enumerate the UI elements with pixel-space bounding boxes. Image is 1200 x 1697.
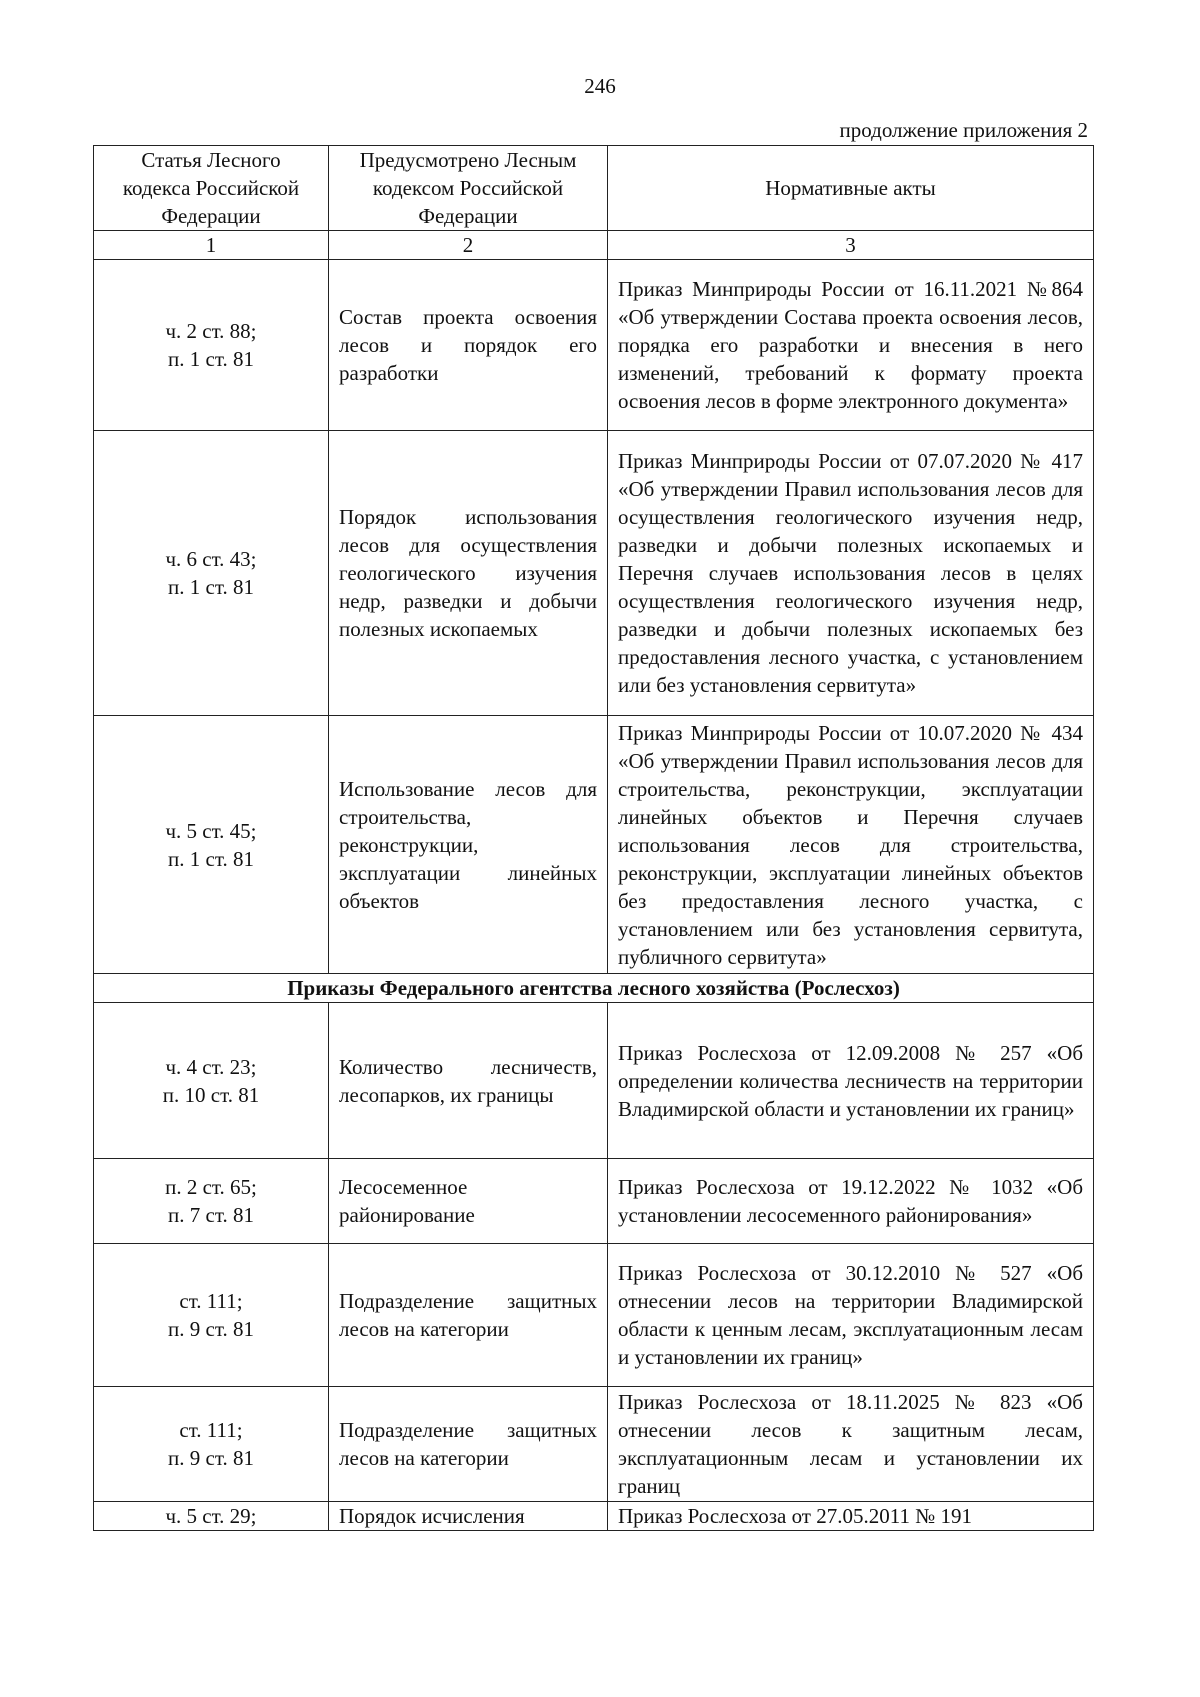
- column-number-row: [94, 231, 1094, 260]
- table-row: [94, 1003, 1094, 1159]
- normative-acts-table: [93, 145, 1094, 1531]
- act-cell: Приказ Минприроды России от 10.07.2020 № 434 «Об утверждении Правил использования лесов для строительства, реконструкции, эксплуатации линейных объектов и Перечня случаев использования лесов для строительства, реконструкции, эксплуатации линейных объектов без предоставления лесного участка, с установлением или без установления сервитута, публичного сервитута»: [608, 716, 1094, 974]
- section-title: Приказы Федерального агентства лесного хозяйства (Рослесхоз): [94, 974, 1094, 1003]
- table-row: [94, 260, 1094, 431]
- column-number: 2: [329, 231, 608, 260]
- act-cell: Приказ Рослесхоза от 18.11.2025 № 823 «Об отнесении лесов к защитным лесам, эксплуатационным лесам и установлении их границ: [608, 1387, 1094, 1502]
- page-number: 246: [584, 74, 616, 98]
- act-cell: Приказ Минприроды России от 07.07.2020 № 417 «Об утверждении Правил использования лесов для осуществления геологического изучения недр, разведки и добычи полезных ископаемых и Перечня случаев использования лесов в целях осуществления геологического изучения недр, разведки и добычи полезных ископаемых без предоставления лесного участка, с установлением или без установления сервитута»: [608, 431, 1094, 716]
- continuation-note: продолжение приложения 2: [839, 118, 1088, 142]
- article-cell: ч. 5 ст. 45; п. 1 ст. 81: [94, 716, 329, 974]
- article-cell: ч. 6 ст. 43; п. 1 ст. 81: [94, 431, 329, 716]
- provision-cell: Использование лесов для строительства, реконструкции, эксплуатации линейных объектов: [329, 716, 608, 974]
- table-row: [94, 431, 1094, 716]
- column-number: 3: [608, 231, 1094, 260]
- table-row: [94, 1387, 1094, 1502]
- provision-cell: Порядок использования лесов для осуществления геологического изучения недр, разведки и добычи полезных ископаемых: [329, 431, 608, 716]
- header-acts: Нормативные акты: [608, 146, 1094, 231]
- column-number: 1: [94, 231, 329, 260]
- act-cell: Приказ Рослесхоза от 12.09.2008 № 257 «Об определении количества лесничеств на территории Владимирской области и установлении их границ»: [608, 1003, 1094, 1159]
- provision-cell: Лесосеменное районирование: [329, 1159, 608, 1244]
- table-header-row: [94, 146, 1094, 231]
- table-row: [94, 1244, 1094, 1387]
- provision-cell: Подразделение защитных лесов на категории: [329, 1387, 608, 1502]
- provision-cell: Подразделение защитных лесов на категории: [329, 1244, 608, 1387]
- table-row: [94, 1502, 1094, 1531]
- article-cell: ч. 4 ст. 23; п. 10 ст. 81: [94, 1003, 329, 1159]
- table-row: [94, 716, 1094, 974]
- header-provision: Предусмотрено Лесным кодексом Российской Федерации: [329, 146, 608, 231]
- table-row: [94, 1159, 1094, 1244]
- article-cell: п. 2 ст. 65; п. 7 ст. 81: [94, 1159, 329, 1244]
- provision-cell: Состав проекта освоения лесов и порядок его разработки: [329, 260, 608, 431]
- article-cell: ст. 111; п. 9 ст. 81: [94, 1387, 329, 1502]
- provision-cell: Количество лесничеств, лесопарков, их границы: [329, 1003, 608, 1159]
- provision-cell: Порядок исчисления: [329, 1502, 608, 1531]
- article-cell: ч. 5 ст. 29;: [94, 1502, 329, 1531]
- header-article: Статья Лесного кодекса Российской Федерации: [94, 146, 329, 231]
- act-cell: Приказ Рослесхоза от 27.05.2011 № 191: [608, 1502, 1094, 1531]
- act-cell: Приказ Минприроды России от 16.11.2021 №864 «Об утверждении Состава проекта освоения лесов, порядка его разработки и внесения в него изменений, требований к формату проекта освоения лесов в форме электронного документа»: [608, 260, 1094, 431]
- article-cell: ч. 2 ст. 88; п. 1 ст. 81: [94, 260, 329, 431]
- act-cell: Приказ Рослесхоза от 30.12.2010 № 527 «Об отнесении лесов на территории Владимирской области к ценным лесам, эксплуатационным лесам и установлении их границ»: [608, 1244, 1094, 1387]
- act-cell: Приказ Рослесхоза от 19.12.2022 № 1032 «Об установлении лесосеменного районирования»: [608, 1159, 1094, 1244]
- section-heading-row: [94, 974, 1094, 1003]
- article-cell: ст. 111; п. 9 ст. 81: [94, 1244, 329, 1387]
